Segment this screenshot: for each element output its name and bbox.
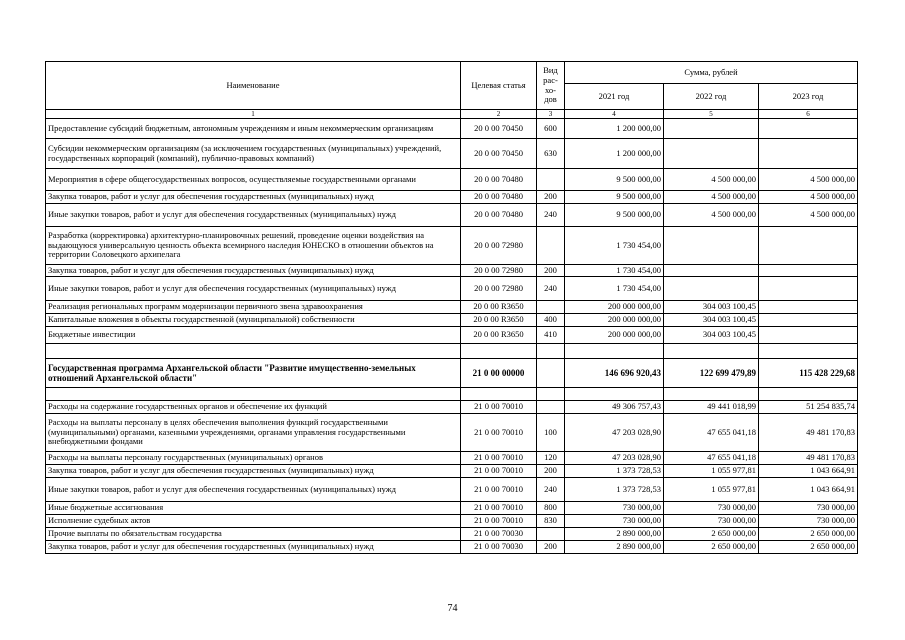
row-name: Иные бюджетные ассигнования: [46, 502, 461, 515]
row-code: 21 0 00 70010: [461, 401, 537, 414]
row-amount-2022: 47 655 041,18: [664, 414, 759, 452]
row-amount-2023: [759, 265, 858, 277]
row-code: 20 0 00 70480: [461, 204, 537, 227]
header-vid: Вид рас-хо-дов: [537, 62, 565, 110]
row-expense-type: 400: [537, 314, 565, 327]
row-amount-2022: [664, 344, 759, 359]
table-row: [46, 301, 858, 314]
row-amount-2023: [759, 139, 858, 169]
column-number: 4: [565, 110, 664, 119]
row-code: 20 0 00 R3650: [461, 301, 537, 314]
row-name: Мероприятия в сфере общегосударственных вопросов, осуществляемые государственными органами: [46, 169, 461, 191]
row-amount-2021: 1 373 728,53: [565, 478, 664, 502]
row-name: [46, 388, 461, 401]
row-amount-2022: 304 003 100,45: [664, 301, 759, 314]
row-name: Субсидии некоммерческим организациям (за исключением государственных (муниципальных) учреждений, государственных корпораций (компаний), публично-правовых компаний): [46, 139, 461, 169]
table-row: [46, 191, 858, 204]
column-number: 3: [537, 110, 565, 119]
row-expense-type: 200: [537, 191, 565, 204]
row-name: Реализация региональных программ модернизации первичного звена здравоохранения: [46, 301, 461, 314]
table-row: [46, 139, 858, 169]
header-code: Целевая статья: [461, 62, 537, 110]
row-amount-2023: [759, 119, 858, 139]
row-amount-2021: 146 696 920,43: [565, 359, 664, 388]
row-amount-2023: [759, 277, 858, 301]
row-name: Расходы на выплаты персоналу в целях обеспечения выполнения функций государственными (муниципальными) органами, казенными учреждениями, органами управления государственными внебюджетными фондами: [46, 414, 461, 452]
row-name: Расходы на содержание государственных органов и обеспечение их функций: [46, 401, 461, 414]
row-expense-type: [537, 301, 565, 314]
row-amount-2022: 49 441 018,99: [664, 401, 759, 414]
row-amount-2023: [759, 344, 858, 359]
table-row: [46, 502, 858, 515]
row-amount-2021: 47 203 028,90: [565, 414, 664, 452]
row-name: Закупка товаров, работ и услуг для обеспечения государственных (муниципальных) нужд: [46, 465, 461, 478]
row-amount-2023: 4 500 000,00: [759, 169, 858, 191]
row-expense-type: 120: [537, 452, 565, 465]
row-amount-2023: 1 043 664,91: [759, 465, 858, 478]
row-name: Иные закупки товаров, работ и услуг для обеспечения государственных (муниципальных) нужд: [46, 204, 461, 227]
row-amount-2023: 51 254 835,74: [759, 401, 858, 414]
row-expense-type: [537, 528, 565, 541]
table-row: [46, 528, 858, 541]
row-amount-2022: 730 000,00: [664, 502, 759, 515]
row-expense-type: 200: [537, 265, 565, 277]
table-row: [46, 515, 858, 528]
row-name: Предоставление субсидий бюджетным, автономным учреждениям и иным некоммерческим организациям: [46, 119, 461, 139]
table-row: [46, 265, 858, 277]
row-amount-2021: 1 730 454,00: [565, 227, 664, 265]
row-expense-type: 800: [537, 502, 565, 515]
row-amount-2021: 730 000,00: [565, 502, 664, 515]
row-expense-type: 630: [537, 139, 565, 169]
table-row: [46, 478, 858, 502]
row-expense-type: 200: [537, 465, 565, 478]
table-row: [46, 204, 858, 227]
row-code: 21 0 00 70030: [461, 541, 537, 554]
row-code: [461, 388, 537, 401]
row-amount-2021: 47 203 028,90: [565, 452, 664, 465]
row-amount-2022: 1 055 977,81: [664, 465, 759, 478]
row-name: Прочие выплаты по обязательствам государства: [46, 528, 461, 541]
column-number: 1: [46, 110, 461, 119]
row-amount-2021: 1 730 454,00: [565, 265, 664, 277]
row-amount-2021: 1 730 454,00: [565, 277, 664, 301]
row-code: 21 0 00 70010: [461, 478, 537, 502]
header-year-2022: 2022 год: [664, 84, 759, 110]
row-amount-2023: [759, 388, 858, 401]
page-number: 74: [447, 603, 458, 614]
row-code: 21 0 00 70010: [461, 452, 537, 465]
row-name: Иные закупки товаров, работ и услуг для обеспечения государственных (муниципальных) нужд: [46, 478, 461, 502]
header-year-2023: 2023 год: [759, 84, 858, 110]
row-amount-2021: 730 000,00: [565, 515, 664, 528]
row-amount-2022: 4 500 000,00: [664, 169, 759, 191]
column-number: 5: [664, 110, 759, 119]
row-name: Иные закупки товаров, работ и услуг для обеспечения государственных (муниципальных) нужд: [46, 277, 461, 301]
column-number: 6: [759, 110, 858, 119]
row-amount-2021: 1 200 000,00: [565, 139, 664, 169]
row-code: 20 0 00 72980: [461, 277, 537, 301]
row-code: [461, 344, 537, 359]
budget-table: [45, 61, 858, 554]
program-row: [46, 359, 858, 388]
row-code: 21 0 00 70030: [461, 528, 537, 541]
row-expense-type: [537, 388, 565, 401]
table-row: [46, 452, 858, 465]
row-name: Исполнение судебных актов: [46, 515, 461, 528]
row-amount-2023: [759, 227, 858, 265]
row-amount-2022: [664, 265, 759, 277]
row-amount-2022: 2 650 000,00: [664, 541, 759, 554]
row-expense-type: 200: [537, 541, 565, 554]
row-amount-2022: 4 500 000,00: [664, 204, 759, 227]
row-name: Закупка товаров, работ и услуг для обеспечения государственных (муниципальных) нужд: [46, 265, 461, 277]
row-amount-2022: [664, 119, 759, 139]
row-amount-2023: 2 650 000,00: [759, 541, 858, 554]
row-code: 21 0 00 70010: [461, 414, 537, 452]
row-name: [46, 344, 461, 359]
row-code: 21 0 00 00000: [461, 359, 537, 388]
row-amount-2022: [664, 227, 759, 265]
row-expense-type: [537, 359, 565, 388]
row-amount-2021: [565, 344, 664, 359]
row-amount-2021: 9 500 000,00: [565, 204, 664, 227]
row-amount-2021: 200 000 000,00: [565, 301, 664, 314]
row-name: Закупка товаров, работ и услуг для обеспечения государственных (муниципальных) нужд: [46, 191, 461, 204]
column-numbers-row: [46, 110, 858, 119]
row-amount-2023: 49 481 170,83: [759, 452, 858, 465]
row-code: 21 0 00 70010: [461, 502, 537, 515]
row-expense-type: 240: [537, 478, 565, 502]
row-name: Бюджетные инвестиции: [46, 327, 461, 344]
row-code: 20 0 00 70450: [461, 119, 537, 139]
row-amount-2021: 200 000 000,00: [565, 314, 664, 327]
row-code: 20 0 00 R3650: [461, 327, 537, 344]
row-code: 20 0 00 70480: [461, 191, 537, 204]
row-amount-2022: 4 500 000,00: [664, 191, 759, 204]
row-code: 20 0 00 72980: [461, 265, 537, 277]
row-amount-2023: 49 481 170,83: [759, 414, 858, 452]
row-code: 20 0 00 72980: [461, 227, 537, 265]
table-row: [46, 541, 858, 554]
row-amount-2022: 1 055 977,81: [664, 478, 759, 502]
row-amount-2022: [664, 139, 759, 169]
row-code: 21 0 00 70010: [461, 465, 537, 478]
row-amount-2022: 304 003 100,45: [664, 314, 759, 327]
row-amount-2023: 2 650 000,00: [759, 528, 858, 541]
row-amount-2021: 9 500 000,00: [565, 191, 664, 204]
row-expense-type: 410: [537, 327, 565, 344]
row-code: 20 0 00 70450: [461, 139, 537, 169]
row-expense-type: 240: [537, 204, 565, 227]
row-name: Разработка (корректировка) архитектурно-планировочных решений, проведение оценки воздействия на выдающуюся универсальную ценность объекта всемирного наследия ЮНЕСКО в отношении объектов на территории Соловецкого архипелага: [46, 227, 461, 265]
table-row: [46, 119, 858, 139]
row-amount-2023: [759, 301, 858, 314]
row-expense-type: 100: [537, 414, 565, 452]
row-amount-2023: 115 428 229,68: [759, 359, 858, 388]
table-row: [46, 169, 858, 191]
header-year-2021: 2021 год: [565, 84, 664, 110]
row-amount-2021: [565, 388, 664, 401]
row-amount-2022: [664, 277, 759, 301]
row-name: Капитальные вложения в объекты государственной (муниципальной) собственности: [46, 314, 461, 327]
row-amount-2022: [664, 388, 759, 401]
row-name: Расходы на выплаты персоналу государственных (муниципальных) органов: [46, 452, 461, 465]
table-row: [46, 401, 858, 414]
row-amount-2022: 2 650 000,00: [664, 528, 759, 541]
table-row: [46, 414, 858, 452]
row-amount-2022: 122 699 479,89: [664, 359, 759, 388]
row-name: Закупка товаров, работ и услуг для обеспечения государственных (муниципальных) нужд: [46, 541, 461, 554]
row-code: 20 0 00 R3650: [461, 314, 537, 327]
row-amount-2021: 49 306 757,43: [565, 401, 664, 414]
table-row: [46, 344, 858, 359]
row-expense-type: 600: [537, 119, 565, 139]
row-expense-type: 830: [537, 515, 565, 528]
row-amount-2023: [759, 314, 858, 327]
row-expense-type: [537, 169, 565, 191]
row-name: Государственная программа Архангельской области "Развитие имущественно-земельных отношений Архангельской области": [46, 359, 461, 388]
row-code: 21 0 00 70010: [461, 515, 537, 528]
row-expense-type: [537, 227, 565, 265]
row-amount-2023: [759, 327, 858, 344]
column-number: 2: [461, 110, 537, 119]
row-amount-2021: 9 500 000,00: [565, 169, 664, 191]
row-amount-2021: 1 200 000,00: [565, 119, 664, 139]
row-amount-2022: 730 000,00: [664, 515, 759, 528]
table-row: [46, 314, 858, 327]
table-row: [46, 327, 858, 344]
row-amount-2022: 304 003 100,45: [664, 327, 759, 344]
row-amount-2022: 47 655 041,18: [664, 452, 759, 465]
row-amount-2023: 4 500 000,00: [759, 191, 858, 204]
table-row: [46, 388, 858, 401]
row-amount-2021: 2 890 000,00: [565, 541, 664, 554]
row-expense-type: [537, 401, 565, 414]
row-amount-2023: 730 000,00: [759, 502, 858, 515]
row-amount-2021: 200 000 000,00: [565, 327, 664, 344]
row-expense-type: [537, 344, 565, 359]
table-row: [46, 227, 858, 265]
table-row: [46, 465, 858, 478]
row-amount-2021: 2 890 000,00: [565, 528, 664, 541]
row-amount-2023: 4 500 000,00: [759, 204, 858, 227]
row-code: 20 0 00 70480: [461, 169, 537, 191]
row-amount-2021: 1 373 728,53: [565, 465, 664, 478]
row-amount-2023: 1 043 664,91: [759, 478, 858, 502]
header-name: Наименование: [46, 62, 461, 110]
header-sum: Сумма, рублей: [565, 62, 858, 84]
table-row: [46, 277, 858, 301]
row-amount-2023: 730 000,00: [759, 515, 858, 528]
row-expense-type: 240: [537, 277, 565, 301]
